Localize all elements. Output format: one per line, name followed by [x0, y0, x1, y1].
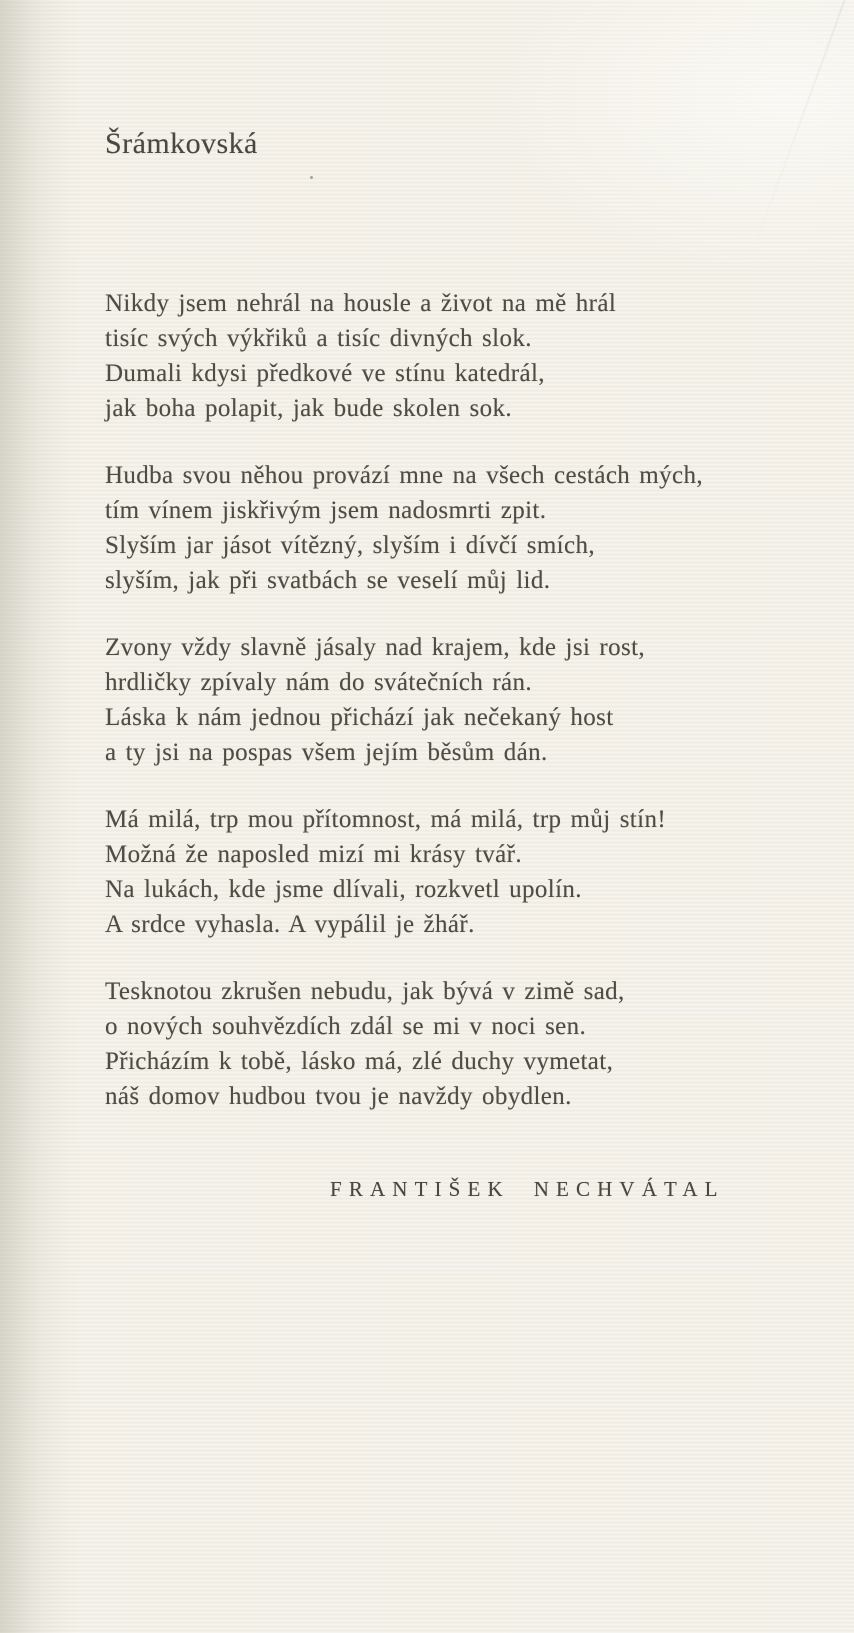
poem-line: Láska k nám jednou přichází jak nečekaný host [105, 704, 614, 731]
author-signature: FRANTIŠEK NECHVÁTAL [330, 1177, 725, 1201]
poem-line: Má milá, trp mou přítomnost, má milá, trp můj stín! [105, 806, 667, 833]
poem-line: A srdce vyhasla. A vypálil je žhář. [105, 911, 475, 938]
poem-line: Tesknotou zkrušen nebudu, jak bývá v zimě sad, [105, 978, 625, 1005]
poem-line: Slyším jar jásot vítězný, slyším i dívčí smích, [105, 532, 595, 559]
poem-body [105, 286, 796, 1202]
stanza-2 [105, 458, 796, 598]
stanza-4 [105, 802, 796, 942]
stanza-3 [105, 630, 796, 770]
poem-line: Dumali kdysi předkové ve stínu katedrál, [105, 360, 545, 387]
poem-line: Zvony vždy slavně jásaly nad krajem, kde jsi rost, [105, 634, 646, 661]
poem-line: Přicházím k tobě, lásko má, zlé duchy vymetat, [105, 1048, 614, 1075]
poem-line: Možná že naposled mizí mi krásy tvář. [105, 841, 522, 868]
poem-line: a ty jsi na pospas všem jejím běsům dán. [105, 739, 548, 766]
poem-line: slyším, jak při svatbách se veselí můj lid. [105, 567, 551, 594]
page-content [105, 0, 796, 1202]
stanza-5 [105, 974, 796, 1114]
poem-line: tím vínem jiskřivým jsem nadosmrti zpit. [105, 497, 547, 524]
poem-line: jak boha polapit, jak bude skolen sok. [105, 395, 512, 422]
stanza-1 [105, 286, 796, 426]
poem-line: hrdličky zpívaly nám do svátečních rán. [105, 669, 532, 696]
poem-line: Nikdy jsem nehrál na housle a život na mě hrál [105, 290, 617, 317]
poem-line: o nových souhvězdích zdál se mi v noci sen. [105, 1013, 587, 1040]
poem-line: náš domov hudbou tvou je navždy obydlen. [105, 1083, 572, 1110]
poem-line: Hudba svou něhou provází mne na všech cestách mých, [105, 462, 703, 489]
poem-line: tisíc svých výkřiků a tisíc divných slok. [105, 325, 532, 352]
poem-title: Šrámkovská [105, 127, 258, 160]
poem-line: Na lukách, kde jsme dlívali, rozkvetl upolín. [105, 876, 582, 903]
